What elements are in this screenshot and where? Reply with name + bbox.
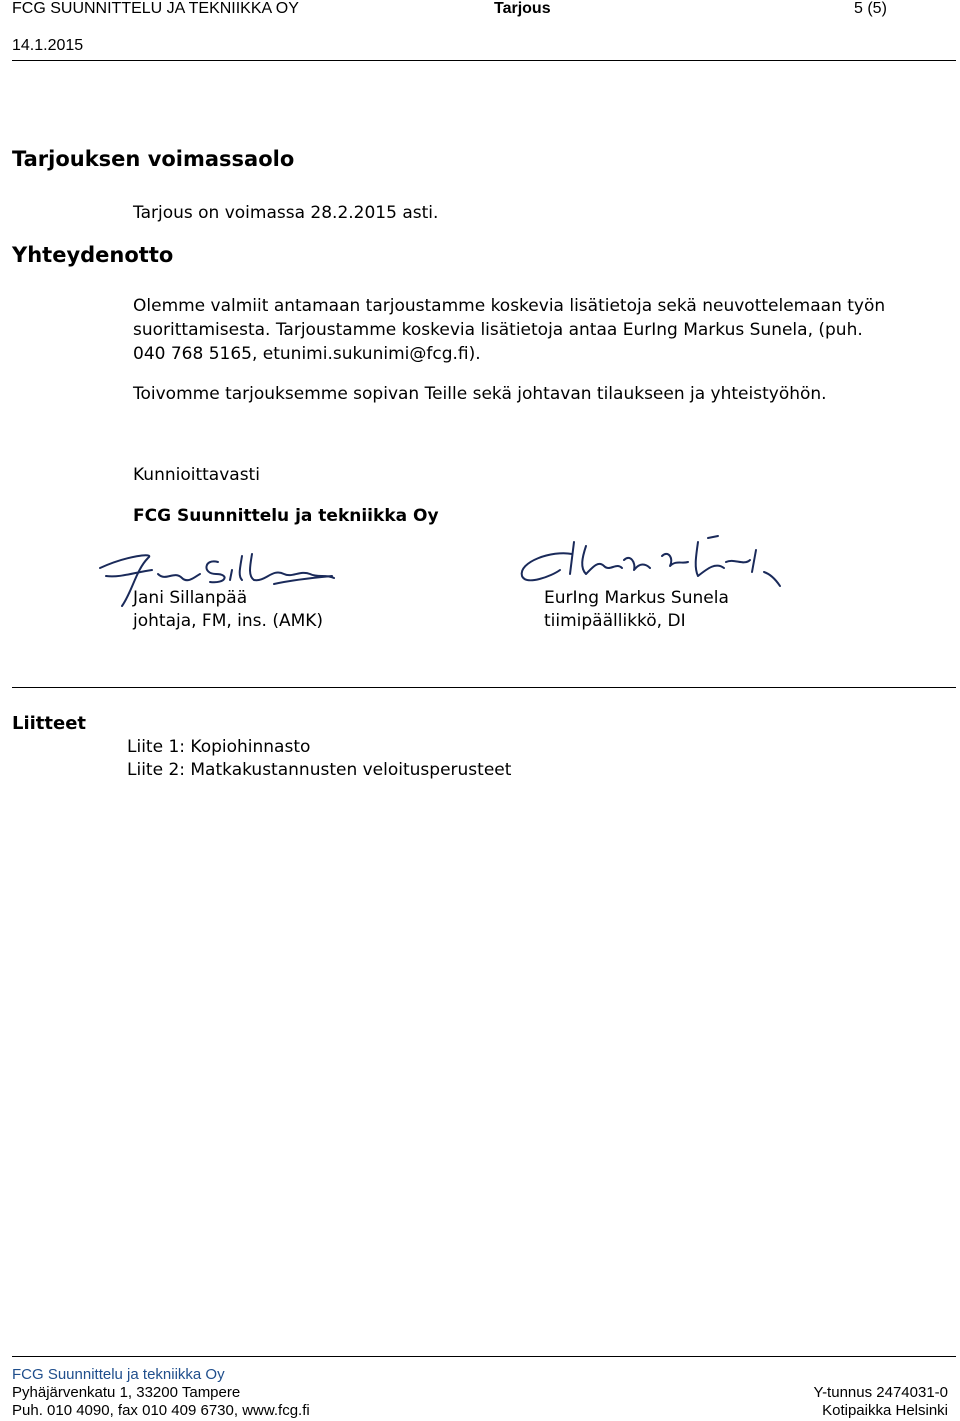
attachments-heading: Liitteet xyxy=(12,713,87,734)
footer-domicile: Kotipaikka Helsinki xyxy=(822,1402,948,1419)
header-company: FCG SUUNNITTELU JA TEKNIIKKA OY xyxy=(12,0,299,17)
signatory-2-title: tiimipäällikkö, DI xyxy=(544,611,686,631)
validity-heading: Tarjouksen voimassaolo xyxy=(12,147,295,171)
signatory-1-title: johtaja, FM, ins. (AMK) xyxy=(133,611,324,631)
header-date: 14.1.2015 xyxy=(12,37,84,54)
header-divider xyxy=(12,60,956,61)
attachment-item-1: Liite 1: Kopiohinnasto xyxy=(127,737,311,757)
closing-regards: Kunnioittavasti xyxy=(133,465,260,485)
contact-paragraph-line-2: suorittamisesta. Tarjoustamme koskevia lisätietoja antaa EurIng Markus Sunela, (puh. xyxy=(133,320,863,340)
contact-paragraph-2: Toivomme tarjouksemme sopivan Teille sekä johtavan tilaukseen ja yhteistyöhön. xyxy=(133,384,827,404)
closing-company: FCG Suunnittelu ja tekniikka Oy xyxy=(133,506,439,526)
footer-company: FCG Suunnittelu ja tekniikka Oy xyxy=(12,1366,225,1383)
header-page-number: 5 (5) xyxy=(854,0,887,17)
signatory-2-name: EurIng Markus Sunela xyxy=(544,588,729,608)
contact-paragraph-line-1: Olemme valmiit antamaan tarjoustamme koskevia lisätietoja sekä neuvottelemaan työn xyxy=(133,296,886,316)
attachments-divider xyxy=(12,687,956,688)
footer-divider xyxy=(12,1356,956,1357)
footer-business-id: Y-tunnus 2474031-0 xyxy=(813,1384,948,1401)
attachment-item-2: Liite 2: Matkakustannusten veloitusperusteet xyxy=(127,760,512,780)
signatory-1-name: Jani Sillanpää xyxy=(133,588,248,608)
contact-paragraph-line-3: 040 768 5165, etunimi.sukunimi@fcg.fi). xyxy=(133,344,481,364)
footer-address: Pyhäjärvenkatu 1, 33200 Tampere xyxy=(12,1384,241,1401)
contact-heading: Yhteydenotto xyxy=(12,243,174,267)
validity-text: Tarjous on voimassa 28.2.2015 asti. xyxy=(133,203,439,223)
footer-phone: Puh. 010 4090, fax 010 409 6730, www.fcg.fi xyxy=(12,1402,310,1419)
header-doc-type: Tarjous xyxy=(494,0,551,17)
